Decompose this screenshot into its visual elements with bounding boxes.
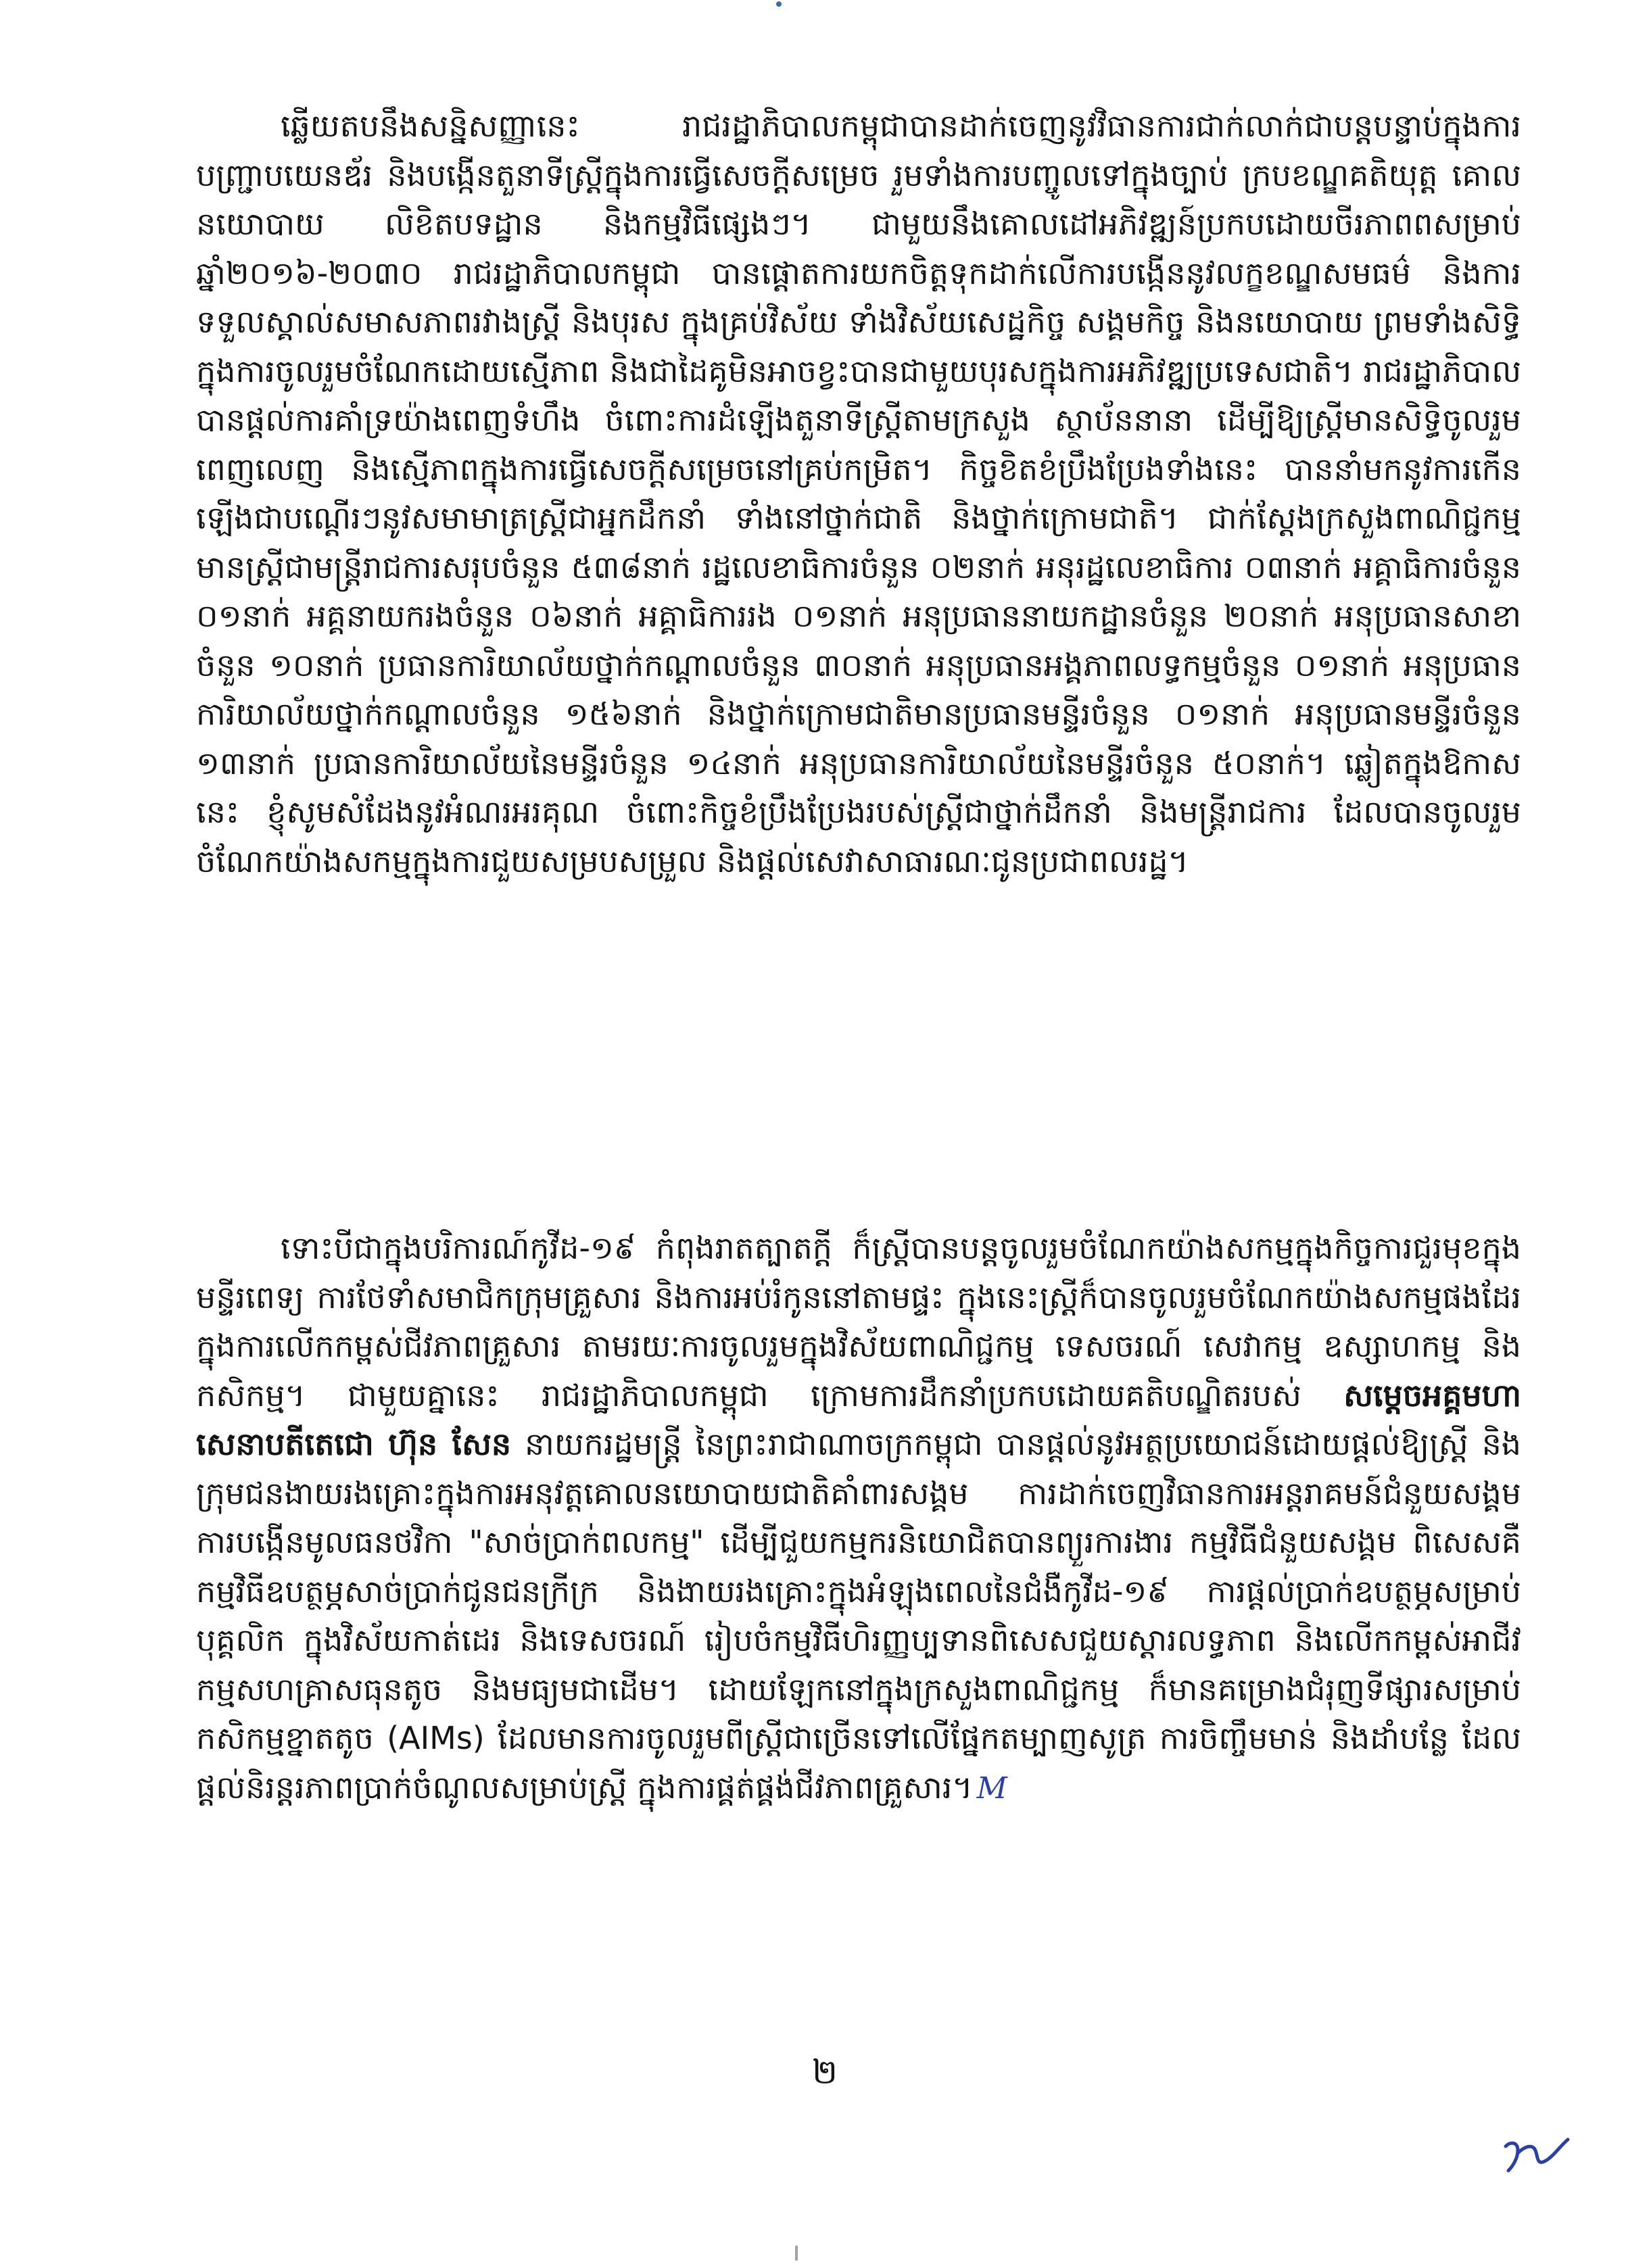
- scan-mark: [795, 2246, 798, 2261]
- paragraph-1-text: ឆ្លើយតបនឹងសន្និសញ្ញានេះ រាជរដ្ឋាភិបាលកម្ពុជាបានដាក់ចេញនូវវិធានការជាក់លាក់ជាបន្តបន្ទាប់ក្នុងការបញ្ជ្រាបយេនឌ័រ និងបង្កើនតួនាទីស្ត្រីក្នុងការធ្វើសេចក្តីសម្រេច រួមទាំងការបញ្ចូលទៅក្នុងច្បាប់ ក្របខណ្ឌគតិយុត្ត គោលនយោបាយ លិខិតបទដ្ឋាន និងកម្មវិធីផ្សេងៗ។ ជាមួយនឹងគោលដៅអភិវឌ្ឍន៍ប្រកបដោយចីរភាពពសម្រាប់ឆ្នាំ២០១៦-២០៣០ រាជរដ្ឋាភិបាលកម្ពុជា បានផ្តោតការយកចិត្តទុកដាក់លើការបង្កើននូវលក្ខខណ្ឌសមធម៌ និងការទទួលស្គាល់សមាសភាពរវាងស្ត្រី និងបុរស ក្នុងគ្រប់វិស័យ ទាំងវិស័យសេដ្ឋកិច្ច សង្គមកិច្ច និងនយោបាយ ព្រមទាំងសិទ្ធិក្នុងការចូលរួមចំណែកដោយស្មើភាព និងជាដៃគូមិនអាចខ្វះបានជាមួយបុរសក្នុងការអភិវឌ្ឍប្រទេសជាតិ។ រាជរដ្ឋាភិបាលបានផ្តល់ការគាំទ្រយ៉ាងពេញទំហឹង ចំពោះការដំឡើងតួនាទីស្ត្រីតាមក្រសួង ស្ថាប័ននានា ដើម្បីឱ្យស្ត្រីមានសិទ្ធិចូលរួមពេញលេញ និងស្មើភាពក្នុងការធ្វើសេចក្តីសម្រេចនៅគ្រប់កម្រិត។ កិច្ចខិតខំប្រឹងប្រែងទាំងនេះ បាននាំមកនូវការកើនឡើងជាបណ្តើរៗនូវសមាមាត្រស្ត្រីជាអ្នកដឹកនាំ ទាំងនៅថ្នាក់ជាតិ និងថ្នាក់ក្រោមជាតិ។ ជាក់ស្តែងក្រសួងពាណិជ្ជកម្ម មានស្ត្រីជាមន្ត្រីរាជការសរុបចំនួន ៥៣៨នាក់ រដ្ឋលេខាធិការចំនួន ០២នាក់ អនុរដ្ឋលេខាធិការ ០៣នាក់ អគ្គាធិការចំនួន ០១នាក់ អគ្គនាយករងចំនួន ០៦នាក់ អគ្គាធិការរង ០១នាក់ អនុប្រធាននាយកដ្ឋានចំនួន ២០នាក់ អនុប្រធានសាខាចំនួន ១០នាក់ ប្រធានការិយាល័យថ្នាក់កណ្តាលចំនួន ៣០នាក់ អនុប្រធានអង្គភាពលទ្ធកម្មចំនួន ០១នាក់ អនុប្រធានការិយាល័យថ្នាក់កណ្តាលចំនួន ១៥៦នាក់ និងថ្នាក់ក្រោមជាតិមានប្រធានមន្ទីរចំនួន ០១នាក់ អនុប្រធានមន្ទីរចំនួន ១៣នាក់ ប្រធានការិយាល័យនៃមន្ទីរចំនួន ១៤នាក់ អនុប្រធានការិយាល័យនៃមន្ទីរចំនួន ៥០នាក់។ ឆ្លៀតក្នុងឱកាសនេះ ខ្ញុំសូមសំដែងនូវអំណរអរគុណ ចំពោះកិច្ចខំប្រឹងប្រែងរបស់ស្ត្រីជាថ្នាក់ដឹកនាំ និងមន្ត្រីរាជការ ដែលបានចូលរួមចំណែកយ៉ាងសកម្មក្នុងការជួយសម្របសម្រួល និងផ្តល់សេវាសាធារណៈជូនប្រជាពលរដ្ឋ។: [196, 107, 1521, 879]
- paragraph-1: [196, 101, 1521, 886]
- scan-speck: [776, 1, 782, 7]
- handwritten-initials: M: [976, 1770, 1007, 1806]
- paragraph-2-text-a: ទោះបីជាក្នុងបរិការណ៍កូវីដ-១៩ កំពុងរាតត្បាតក្តី ក៏ស្ត្រីបានបន្តចូលរួមចំណែកយ៉ាងសកម្មក្នុងកិច្ចការជួរមុខក្នុងមន្ទីរពេទ្យ ការថែទាំសមាជិកក្រុមគ្រួសារ និងការអប់រំកូននៅតាមផ្ទះ ក្នុងនេះស្ត្រីក៏បានចូលរួមចំណែកយ៉ាងសកម្មផងដែរក្នុងការលើកកម្ពស់ជីវភាពគ្រួសារ តាមរយៈការចូលរួមក្នុងវិស័យពាណិជ្ជកម្ម ទេសចរណ៍ សេវាកម្ម ឧស្សាហកម្ម និងកសិកម្ម។ ជាមួយគ្នានេះ រាជរដ្ឋាភិបាលកម្ពុជា ក្រោមការដឹកនាំប្រកបដោយគតិបណ្ឌិតរបស់: [196, 1230, 1521, 1414]
- paragraph-2-text-b: នាយករដ្ឋមន្ត្រី នៃព្រះរាជាណាចក្រកម្ពុជា បានផ្តល់នូវអត្ថប្រយោជន៍ដោយផ្តល់ឱ្យស្ត្រី និងក្រុមជនងាយរងគ្រោះក្នុងការអនុវត្តគោលនយោបាយជាតិគាំពារសង្គម ការដាក់ចេញវិធានការអន្តរាគមន៍ជំនួយសង្គម ការបង្កើនមូលធនថវិកា "សាច់ប្រាក់ពលកម្ម" ដើម្បីជួយកម្មករនិយោជិតបានព្យួរការងារ កម្មវិធីជំនួយសង្គម ពិសេសគឺកម្មវិធីឧបត្ថម្ភសាច់ប្រាក់ជូនជនក្រីក្រ និងងាយរងគ្រោះក្នុងអំឡុងពេលនៃជំងឺកូវីដ-១៩ ការផ្តល់ប្រាក់ឧបត្ថម្ភសម្រាប់បុគ្គលិក ក្នុងវិស័យកាត់ដេរ និងទេសចរណ៍ រៀបចំកម្មវិធីហិរញ្ញប្បទានពិសេសជួយស្តារលទ្ធភាព និងលើកកម្ពស់អាជីវកម្មសហគ្រាសធុនតូច និងមធ្យមជាដើម។ ដោយឡែកនៅក្នុងក្រសួងពាណិជ្ជកម្ម ក៏មានគម្រោងជំរុញទីផ្សារសម្រាប់កសិកម្មខ្នាតតូច (AIMs) ដែលមានការចូលរួមពីស្ត្រីជាច្រើនទៅលើផ្នែកតម្បាញសូត្រ ការចិញ្ចឹមមាន់ និងដាំបន្លែ ដែលផ្តល់និរន្តរភាពប្រាក់ចំណូលសម្រាប់ស្ត្រី ក្នុងការផ្គត់ផ្គង់ជីវភាពគ្រួសារ។: [196, 1426, 1521, 1806]
- prime-minister-name: សម្តេចអគ្គមហាសេនាបតីតេជោ ហ៊ុន សែន: [196, 1376, 1521, 1462]
- paragraph-2: [196, 1224, 1521, 1813]
- handwritten-initial-signature: [1498, 2126, 1572, 2180]
- page-number: ២: [812, 2052, 838, 2092]
